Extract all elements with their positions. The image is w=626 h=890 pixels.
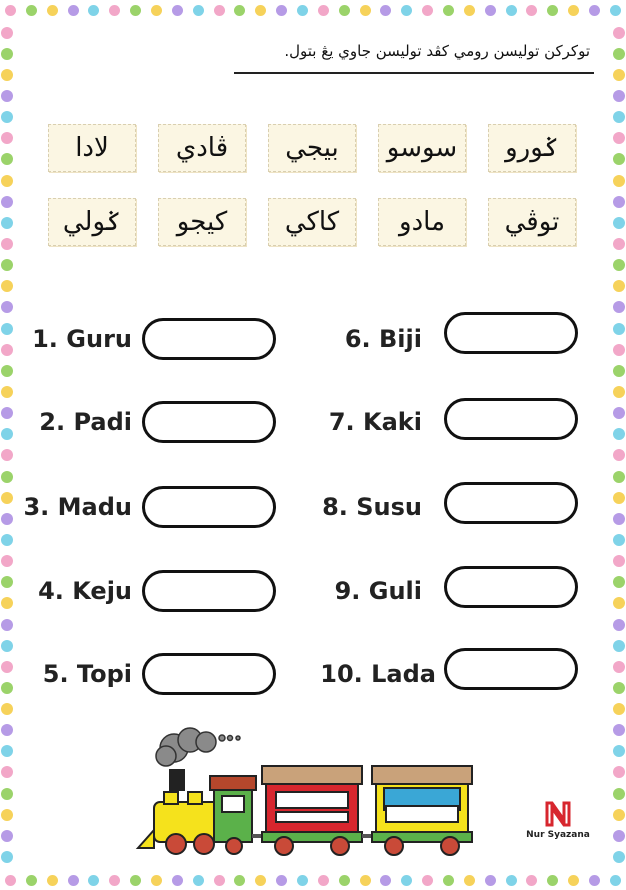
border-dot <box>613 471 625 483</box>
border-dot <box>1 365 13 377</box>
answer-box[interactable] <box>142 653 276 695</box>
border-dot <box>1 703 13 715</box>
border-dot <box>1 534 13 546</box>
border-dot <box>234 5 245 16</box>
border-dot <box>297 5 308 16</box>
border-dot <box>193 5 204 16</box>
border-dot <box>613 661 625 673</box>
answer-box[interactable] <box>142 486 276 528</box>
border-dot <box>1 301 13 313</box>
border-dot <box>613 682 625 694</box>
border-dot <box>1 386 13 398</box>
border-dot <box>1 851 13 863</box>
border-dot <box>464 875 475 886</box>
border-dot <box>613 301 625 313</box>
border-dot <box>613 428 625 440</box>
border-dot <box>88 875 99 886</box>
border-dot <box>214 5 225 16</box>
border-dot <box>276 875 287 886</box>
border-dot <box>234 875 245 886</box>
border-dot <box>613 27 625 39</box>
border-dot <box>613 48 625 60</box>
brand-logo <box>518 800 598 840</box>
border-dot <box>1 69 13 81</box>
question-label: 4. Keju <box>38 577 132 605</box>
border-dot <box>613 344 625 356</box>
border-dots-left <box>0 22 14 868</box>
border-dot <box>1 809 13 821</box>
border-dot <box>613 323 625 335</box>
border-dot <box>613 259 625 271</box>
instruction-underline <box>234 72 594 74</box>
border-dot <box>88 5 99 16</box>
border-dot <box>613 597 625 609</box>
border-dot <box>5 5 16 16</box>
word-card: مادو <box>378 198 466 246</box>
border-dot <box>613 407 625 419</box>
border-dot <box>422 5 433 16</box>
border-dot <box>613 449 625 461</box>
border-dot <box>214 875 225 886</box>
answer-box[interactable] <box>142 318 276 360</box>
question-label: 3. Madu <box>23 493 132 521</box>
border-dot <box>297 875 308 886</box>
word-card: بيجي <box>268 124 356 172</box>
border-dot <box>613 111 625 123</box>
border-dot <box>613 576 625 588</box>
question-label: 7. Kaki <box>328 408 422 436</box>
instruction-text: توكركن توليسن رومي كڤد توليسن جاوي يڠ بتول. <box>284 42 590 60</box>
border-dot <box>443 5 454 16</box>
border-dot <box>613 724 625 736</box>
border-dot <box>130 5 141 16</box>
border-dot <box>613 788 625 800</box>
border-dot <box>506 5 517 16</box>
border-dot <box>380 875 391 886</box>
border-dot <box>613 386 625 398</box>
border-dot <box>1 471 13 483</box>
border-dot <box>255 5 266 16</box>
border-dot <box>1 830 13 842</box>
border-dot <box>401 875 412 886</box>
border-dot <box>613 69 625 81</box>
border-dot <box>589 5 600 16</box>
border-dot <box>613 280 625 292</box>
border-dot <box>47 5 58 16</box>
border-dot <box>610 5 621 16</box>
border-dot <box>613 175 625 187</box>
word-card: توڤي <box>488 198 576 246</box>
border-dot <box>613 196 625 208</box>
border-dot <box>1 555 13 567</box>
border-dot <box>318 5 329 16</box>
word-card: كيجو <box>158 198 246 246</box>
border-dot <box>47 875 58 886</box>
border-dot <box>613 619 625 631</box>
border-dot <box>68 5 79 16</box>
border-dot <box>610 875 621 886</box>
border-dot <box>109 5 120 16</box>
border-dot <box>1 48 13 60</box>
border-dot <box>1 175 13 187</box>
question-label: 10. Lada <box>320 660 436 688</box>
border-dot <box>589 875 600 886</box>
border-dot <box>485 875 496 886</box>
border-dot <box>613 153 625 165</box>
ns-logo-icon <box>544 800 572 828</box>
word-card: ݢولي <box>48 198 136 246</box>
question-label: 8. Susu <box>322 493 422 521</box>
border-dot <box>1 132 13 144</box>
border-dot <box>613 90 625 102</box>
smoke-icon <box>156 728 240 766</box>
answer-box[interactable] <box>444 482 578 524</box>
border-dot <box>526 5 537 16</box>
border-dot <box>1 90 13 102</box>
border-dot <box>613 132 625 144</box>
border-dot <box>526 875 537 886</box>
border-dot <box>613 513 625 525</box>
train-illustration <box>130 726 480 860</box>
border-dot <box>613 745 625 757</box>
border-dot <box>1 280 13 292</box>
border-dot <box>26 5 37 16</box>
border-dot <box>1 640 13 652</box>
border-dot <box>568 875 579 886</box>
border-dot <box>1 217 13 229</box>
border-dot <box>547 875 558 886</box>
border-dot <box>130 875 141 886</box>
border-dot <box>1 449 13 461</box>
border-dot <box>613 703 625 715</box>
border-dot <box>68 875 79 886</box>
border-dot <box>422 875 433 886</box>
border-dot <box>1 196 13 208</box>
border-dot <box>613 555 625 567</box>
border-dot <box>172 875 183 886</box>
border-dot <box>1 766 13 778</box>
border-dot <box>613 492 625 504</box>
border-dot <box>151 5 162 16</box>
border-dot <box>1 788 13 800</box>
brand-name: Nur Syazana <box>526 830 590 840</box>
answer-box[interactable] <box>444 312 578 354</box>
border-dot <box>506 875 517 886</box>
answer-box[interactable] <box>444 648 578 690</box>
answer-box[interactable] <box>142 570 276 612</box>
border-dot <box>443 875 454 886</box>
word-card: سوسو <box>378 124 466 172</box>
border-dot <box>276 5 287 16</box>
border-dot <box>1 153 13 165</box>
border-dot <box>26 875 37 886</box>
border-dots-top <box>0 0 626 20</box>
border-dot <box>380 5 391 16</box>
answer-box[interactable] <box>444 398 578 440</box>
border-dot <box>401 5 412 16</box>
border-dots-bottom <box>0 870 626 890</box>
border-dot <box>613 830 625 842</box>
border-dot <box>613 640 625 652</box>
border-dot <box>339 5 350 16</box>
border-dot <box>1 745 13 757</box>
border-dot <box>568 5 579 16</box>
question-label: 6. Biji <box>344 325 422 353</box>
border-dot <box>1 724 13 736</box>
border-dots-right <box>612 22 626 868</box>
word-card: لادا <box>48 124 136 172</box>
question-label: 5. Topi <box>42 660 132 688</box>
border-dot <box>613 766 625 778</box>
border-dot <box>464 5 475 16</box>
question-label: 1. Guru <box>32 325 132 353</box>
border-dot <box>255 875 266 886</box>
border-dot <box>547 5 558 16</box>
word-card: ݢورو <box>488 124 576 172</box>
border-dot <box>485 5 496 16</box>
border-dot <box>613 217 625 229</box>
border-dot <box>613 809 625 821</box>
border-dot <box>193 875 204 886</box>
border-dot <box>5 875 16 886</box>
border-dot <box>613 365 625 377</box>
border-dot <box>151 875 162 886</box>
border-dot <box>613 534 625 546</box>
border-dot <box>172 5 183 16</box>
word-card: ڤادي <box>158 124 246 172</box>
border-dot <box>109 875 120 886</box>
border-dot <box>1 111 13 123</box>
answer-box[interactable] <box>444 566 578 608</box>
border-dot <box>339 875 350 886</box>
border-dot <box>1 238 13 250</box>
question-label: 9. Guli <box>334 577 422 605</box>
border-dot <box>360 5 371 16</box>
border-dot <box>360 875 371 886</box>
border-dot <box>1 259 13 271</box>
border-dot <box>318 875 329 886</box>
border-dot <box>613 238 625 250</box>
border-dot <box>1 27 13 39</box>
question-label: 2. Padi <box>39 408 132 436</box>
border-dot <box>1 619 13 631</box>
word-card: كاكي <box>268 198 356 246</box>
border-dot <box>613 851 625 863</box>
answer-box[interactable] <box>142 401 276 443</box>
